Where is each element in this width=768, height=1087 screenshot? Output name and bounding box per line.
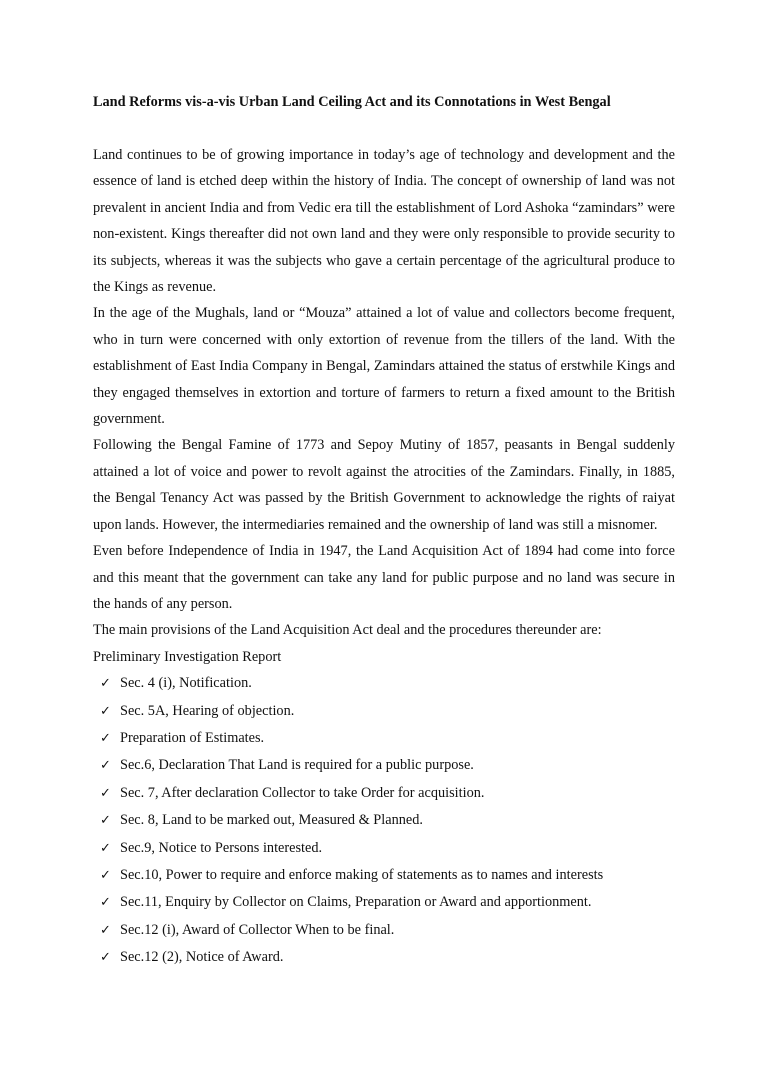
check-mark-icon: ✓ — [100, 922, 111, 938]
list-item-text: Sec. 5A, Hearing of objection. — [120, 702, 295, 719]
check-mark-icon: ✓ — [100, 895, 111, 911]
subheading-preliminary-report: Preliminary Investigation Report — [93, 648, 282, 665]
list-item-text: Sec.10, Power to require and enforce making of statements as to names and interests — [120, 866, 604, 883]
list-item — [93, 698, 675, 725]
list-item — [93, 889, 675, 916]
check-mark-icon: ✓ — [100, 785, 111, 801]
paragraph-land-acquisition: Even before Independence of India in 1947, the Land Acquisition Act of 1894 had come into force and this meant that the government can take any land for public purpose and no land was secure in the hands of any person. — [93, 543, 675, 612]
document-page — [93, 89, 675, 972]
list-item — [93, 780, 675, 807]
list-item-text: Preparation of Estimates. — [120, 729, 265, 746]
provisions-intro: The main provisions of the Land Acquisition Act deal and the procedures thereunder are: — [93, 622, 602, 639]
list-item-text: Sec. 7, After declaration Collector to take Order for acquisition. — [120, 784, 485, 801]
paragraph-mughal-era: In the age of the Mughals, land or “Mouza” attained a lot of value and collectors become frequent, who in turn were concerned with only extortion of revenue from the tillers of the land. With the establishment of East India Company in Bengal, Zamindars attained the status of erstwhile Kings and they engaged themselves in extortion and torture of farmers to return a fixed amount to the British government. — [93, 305, 675, 428]
document-title: Land Reforms vis-a-vis Urban Land Ceiling Act and its Connotations in West Bengal — [93, 94, 611, 110]
check-mark-icon: ✓ — [100, 703, 111, 719]
list-item-text: Sec.12 (2), Notice of Award. — [120, 949, 284, 966]
list-item — [93, 670, 675, 697]
check-mark-icon: ✓ — [100, 867, 111, 883]
provisions-checklist — [93, 670, 675, 971]
list-item-text: Sec.11, Enquiry by Collector on Claims, Preparation or Award and apportionment. — [120, 894, 592, 911]
list-item-text: Sec.9, Notice to Persons interested. — [120, 839, 323, 856]
check-mark-icon: ✓ — [100, 676, 111, 692]
list-item — [93, 862, 675, 889]
check-mark-icon: ✓ — [100, 813, 111, 829]
title-spacer — [93, 115, 675, 142]
list-item — [93, 752, 675, 779]
list-item-text: Sec. 8, Land to be marked out, Measured & Planned. — [120, 812, 423, 829]
check-mark-icon: ✓ — [100, 950, 111, 966]
paragraph-history-intro: Land continues to be of growing importance in today’s age of technology and development and the essence of land is etched deep within the history of India. The concept of ownership of land was not prevalent in ancient India and from Vedic era till the establishment of Lord Ashoka “zamindars” were non-existent. Kings thereafter did not own land and they were only responsible to provide security to its subjects, whereas it was the subjects who gave a certain percentage of the agricultural produce to the Kings as revenue. — [93, 147, 675, 296]
list-item-text: Sec.6, Declaration That Land is required for a public purpose. — [120, 757, 474, 774]
list-item — [93, 807, 675, 834]
list-item — [93, 917, 675, 944]
list-item-text: Sec.12 (i), Award of Collector When to be final. — [120, 921, 395, 938]
list-item — [93, 725, 675, 752]
check-mark-icon: ✓ — [100, 840, 111, 856]
list-item — [93, 944, 675, 971]
list-item-text: Sec. 4 (i), Notification. — [120, 675, 252, 692]
check-mark-icon: ✓ — [100, 730, 111, 746]
check-mark-icon: ✓ — [100, 758, 111, 774]
list-item — [93, 835, 675, 862]
paragraph-bengal-tenancy: Following the Bengal Famine of 1773 and Sepoy Mutiny of 1857, peasants in Bengal suddenly attained a lot of voice and power to revolt against the atrocities of the Zamindars. Finally, in 1885, the Bengal Tenancy Act was passed by the British Government to acknowledge the rights of raiyat upon lands. However, the intermediaries remained and the ownership of land was still a misnomer. — [93, 437, 675, 533]
